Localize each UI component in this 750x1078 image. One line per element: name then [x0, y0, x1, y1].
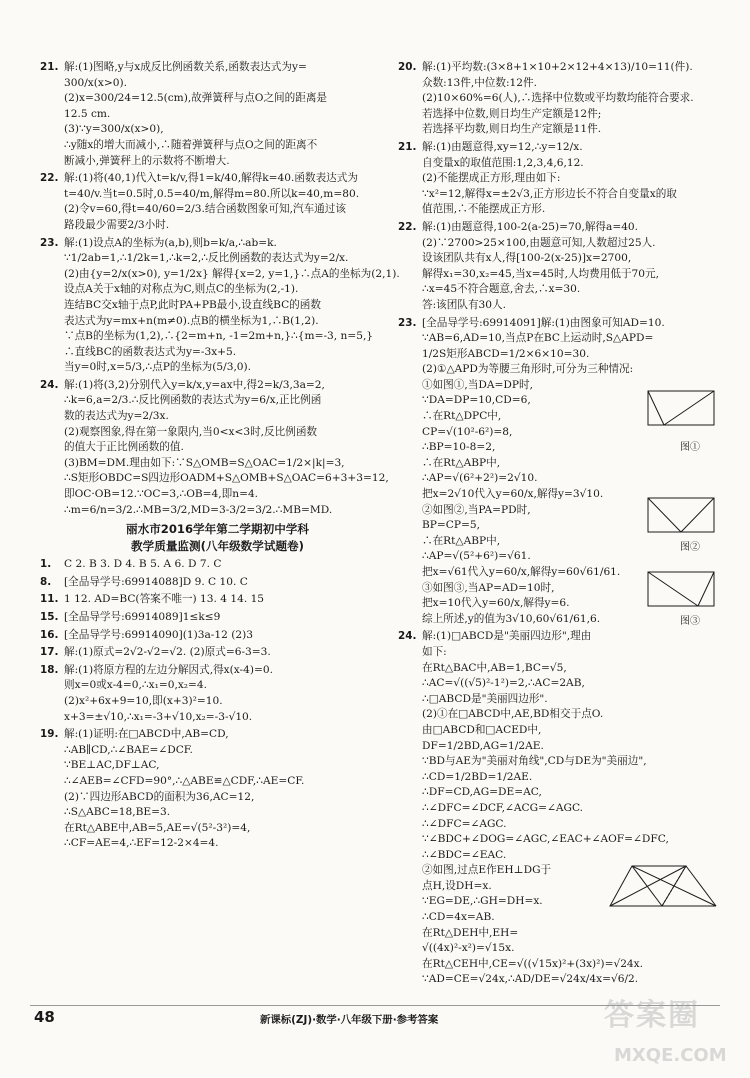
- watermark-logo: [600, 998, 740, 1074]
- solution-line: (2)①在□ABCD中,AE,BD相交于点O.: [422, 708, 604, 721]
- solution-line: ∴直线BC的函数表达式为y=-3x+5.: [64, 345, 237, 358]
- solution-line: CP=√(10²-6²)=8,: [422, 425, 513, 438]
- solution-line: (2)由{y=2/x(x>0), y=1/2x} 解得{x=2, y=1,}∴点A的坐标为(2,1).: [64, 267, 400, 280]
- question-number: 21.: [398, 140, 417, 153]
- solution-line: 解:(1)平均数:(3×8+1×10+2×12+4×13)/10=11(件).: [422, 61, 693, 73]
- q19-solution: [40, 727, 375, 852]
- solution-line: 表达式为y=mx+n(m≠0).点B的横坐标为1,∴B(1,2).: [64, 314, 319, 327]
- solution-line: ∵点B的坐标为(1,2),∴{2=m+n, -1=2m+n,}∴{m=-3, n=5,}: [64, 330, 374, 343]
- left-column: [40, 60, 400, 854]
- q21-solution: [40, 60, 375, 169]
- solution-line: ①如图①,当DA=DP时,: [422, 378, 533, 391]
- solution-line: ∴在Rt△ABP中,: [422, 534, 501, 547]
- solution-line: ②如图,过点E作EH⊥DG于: [422, 864, 552, 877]
- solution-line: ∴□ABCD是"美丽四边形".: [422, 692, 548, 705]
- solution-line: 把x=√61代入y=60/x,解得y=60√61/61.: [422, 566, 621, 578]
- figure-2-diagram: [640, 492, 720, 542]
- solution-line: ∵AB=6,AD=10,当点P在BC上运动时,S△APD=: [422, 332, 654, 345]
- question-number: 23.: [398, 316, 417, 329]
- solution-line: 数的表达式为y=2/3x.: [64, 410, 169, 423]
- solution-line: 设该团队共有x人,得[100-2(x-25)]x=2700,: [422, 252, 632, 265]
- q21-right-solution: [398, 140, 720, 218]
- solution-line: 在Rt△ABE中,AB=5,AE=√(5²-3²)=4,: [64, 821, 251, 834]
- solution-line: 在Rt△BAC中,AB=1,BC=√5,: [422, 661, 567, 674]
- solution-line: ∵∠BDC+∠DOG=∠AGC,∠EAC+∠AOF=∠DFC,: [422, 833, 669, 846]
- solution-line: ∵BE⊥AC,DF⊥AC,: [64, 759, 160, 772]
- solution-line: ∴∠AEB=∠CFD=90°,∴△ABE≌△CDF,∴AE=CF.: [64, 774, 305, 787]
- answer-row: [40, 628, 375, 644]
- question-number: 11.: [40, 593, 59, 606]
- solution-line: ∵AD=CE=√24x,∴AD/DE=√24x/4x=√6/2.: [422, 973, 639, 986]
- question-number: 22.: [40, 172, 59, 185]
- solution-line: (2)令v=60,得t=40/60=2/3.结合函数图象可知,汽车通过该: [64, 203, 346, 216]
- solution-line: 解:(1)将(3,2)分别代入y=k/x,y=ax中,得2=k/3,3a=2,: [64, 378, 325, 391]
- solution-line: ∵x²=12,解得x=±2√3,正方形边长不符合自变量x的取: [422, 187, 677, 200]
- solution-line: 在Rt△DEH中,EH=: [422, 926, 519, 939]
- watermark-text: 答案圈: [604, 998, 700, 1033]
- solution-line: BP=CP=5,: [422, 519, 481, 532]
- figure-1-caption: 图①: [680, 442, 700, 453]
- question-number: 17.: [40, 646, 59, 659]
- question-number: 24.: [40, 378, 59, 391]
- question-number: 8.: [40, 575, 52, 588]
- solution-line: 众数:13件,中位数:12件.: [422, 76, 537, 89]
- solution-line: (3)∵y=300/x(x>0),: [64, 123, 164, 136]
- solution-line: ∵DA=DP=10,CD=6,: [422, 394, 531, 407]
- answer-text: [全品导学号:69914089]1≤k≤9: [64, 611, 221, 623]
- solution-line: 解:(1)由题意得,xy=12,∴y=12/x.: [422, 140, 583, 153]
- solution-line: ∴x=45不符合题意,舍去,∴x=30.: [422, 283, 581, 296]
- question-number: 24.: [398, 630, 417, 643]
- solution-line: ∵1/2ab=1,∴1/2k=1,∴k=2,∴反比例函数的表达式为y=2/x.: [64, 252, 349, 265]
- question-number: 21.: [40, 61, 59, 73]
- question-number: 22.: [398, 220, 417, 233]
- q22-solution: [40, 171, 375, 233]
- solution-line: ∴y随x的增大而减小,∴随着弹簧秤与点O之间的距离不: [64, 138, 318, 151]
- answer-text: C 2. B 3. D 4. B 5. A 6. D 7. C: [64, 558, 222, 571]
- solution-line: ∴AC=√((√5)²-1²)=2,∴AC=2AB,: [422, 677, 585, 690]
- answer-row: [40, 645, 375, 661]
- figure-2-caption: 图②: [680, 542, 700, 553]
- solution-line: 综上所述,y的值为3√10,60√61/61,6.: [422, 612, 601, 625]
- solution-line: 点H,设DH=x.: [422, 879, 492, 892]
- solution-line: ∴∠DFC=∠AGC.: [422, 817, 507, 830]
- solution-line: (2)10×60%=6(人),∴选择中位数或平均数均能符合要求.: [422, 92, 694, 105]
- solution-line: √((4x)²-x²)=√15x.: [422, 942, 515, 955]
- solution-line: 即OC·OB=12.∵OC=3,∴OB=4,即n=4.: [64, 488, 259, 501]
- solution-line: ∴AP=√(6²+2²)=2√10.: [422, 472, 538, 485]
- solution-line: 自变量x的取值范围:1,2,3,4,6,12.: [422, 156, 584, 169]
- solution-line: 答:该团队有30人.: [422, 298, 506, 311]
- solution-line: 若选择平均数,则日均生产定额是11件.: [422, 123, 602, 136]
- figure-3-caption: 图③: [680, 616, 700, 627]
- solution-line: 1/2S矩形ABCD=1/2×6×10=30.: [422, 347, 590, 360]
- section-title-line: 丽水市2016学年第二学期初中学科: [126, 522, 309, 537]
- solution-line: 则x=0或x-4=0,∴x₁=0,x₂=4.: [64, 679, 208, 692]
- solution-line: 如下:: [422, 645, 447, 658]
- solution-line: 解:(1)设点A的坐标为(a,b),则b=k/a,∴ab=k.: [64, 236, 277, 249]
- solution-line: ③如图③,当AP=AD=10时,: [422, 581, 555, 594]
- solution-line: 解:(1)图略,y与x成反比例函数关系,函数表达式为y=: [64, 61, 307, 73]
- q22-right-solution: [398, 220, 720, 314]
- solution-line: 解:(1)将原方程的左边分解因式,得x(x-4)=0.: [64, 663, 273, 676]
- solution-line: ∵EG=DE,∴GH=DH=x.: [422, 895, 543, 908]
- solution-line: ∴∠DFC=∠DCF,∠ACG=∠AGC.: [422, 801, 584, 814]
- q24-solution: [40, 378, 389, 518]
- solution-line: (2)∵2700>25×100,由题意可知,人数超过25人.: [422, 236, 656, 249]
- figure-1-diagram: [640, 385, 720, 435]
- question-number: 18.: [40, 663, 59, 676]
- question-number: 19.: [40, 728, 59, 741]
- solution-line: 解得x₁=30,x₂=45,当x=45时,人均费用低于70元,: [422, 267, 659, 280]
- solution-line: (2)①△APD为等腰三角形时,可分为三种情况:: [422, 363, 634, 376]
- q23-solution: [40, 236, 400, 376]
- solution-line: 300/x(x>0).: [64, 76, 127, 89]
- question-number: 23.: [40, 236, 59, 249]
- answer-row: [40, 610, 375, 626]
- section-title: [60, 521, 375, 555]
- solution-line: ∵BD与AE为"美丽对角线",CD与DE为"美丽边",: [422, 755, 647, 768]
- figure-3-diagram: [640, 566, 720, 616]
- question-number: 20.: [398, 61, 417, 73]
- solution-line: ∴S矩形OBDC=S四边形OADM+S△OMB+S△OAC=6+3+3=12,: [64, 472, 389, 485]
- solution-line: t=40/v.当t=0.5时,0.5=40/m,解得m=80.所以k=40,m=80.: [64, 187, 360, 200]
- solution-line: ∴∠BDC=∠EAC.: [422, 848, 507, 861]
- solution-line: ∴m=6/n=3/2.∴MB=3/2,MD=3-3/2=3/2.∴MB=MD.: [64, 503, 333, 516]
- answer-row: [40, 575, 375, 591]
- question-number: 16.: [40, 628, 59, 641]
- solution-line: 当y=0时,x=5/3,∴点P的坐标为(5/3,0).: [64, 361, 252, 374]
- solution-line: 12.5 cm.: [64, 107, 111, 120]
- answer-text: [全品导学号:69914090](1)3a-12 (2)3: [64, 628, 253, 641]
- solution-line: 解:(1)证明:在□ABCD中,AB=CD,: [64, 728, 229, 741]
- solution-line: ∴在Rt△ABP中,: [422, 456, 501, 469]
- solution-line: [全品导学号:69914091]解:(1)由图象可知AD=10.: [422, 316, 665, 329]
- solution-line: DF=1/2BD,AG=1/2AE.: [422, 739, 544, 752]
- figure-q24-diagram: [606, 858, 720, 918]
- page-number: 48: [34, 1008, 55, 1026]
- solution-line: ∴BP=10-8=2,: [422, 441, 496, 454]
- solution-line: ∴在Rt△DPC中,: [422, 410, 502, 423]
- answer-row: [40, 557, 375, 573]
- solution-line: ∴S△ABC=18,BE=3.: [64, 806, 171, 819]
- watermark-url: MXQE.COM: [614, 1045, 727, 1066]
- solution-line: 把x=2√10代入y=60/x,解得y=3√10.: [422, 488, 604, 501]
- solution-line: (2)不能摆成正方形,理由如下:: [422, 172, 561, 185]
- q18-solution: [40, 663, 375, 725]
- answer-text: 1 12. AD=BC(答案不唯一) 13. 4 14. 15: [64, 593, 265, 606]
- solution-line: 把x=10代入y=60/x,解得y=6.: [422, 597, 570, 610]
- q24-right-solution: [398, 629, 720, 988]
- question-number: 15.: [40, 611, 59, 623]
- solution-line: 若选择中位数,则日均生产定额是12件;: [422, 107, 602, 120]
- footer-text: 新课标(ZJ)·数学·八年级下册·参考答案: [260, 1014, 439, 1026]
- solution-line: ∴DF=CD,AG=DE=AC,: [422, 786, 542, 799]
- answer-text: [全品导学号:69914088]D 9. C 10. C: [64, 575, 248, 588]
- solution-line: 在Rt△CEH中,CE=√((√15x)²+(3x)²)=√24x.: [422, 957, 644, 970]
- solution-line: ∴CF=AE=4,∴EF=12-2×4=4.: [64, 837, 219, 850]
- solution-line: x+3=±√10,∴x₁=-3+√10,x₂=-3-√10.: [64, 710, 253, 723]
- solution-line: ∴AB∥CD,∴∠BAE=∠DCF.: [64, 743, 193, 756]
- solution-line: 解:(1)由题意得,100-2(a-25)=70,解得a=40.: [422, 220, 639, 233]
- solution-line: ∴k=6,a=2/3.∴反比例函数的表达式为y=6/x,正比例函: [64, 394, 322, 407]
- solution-line: ②如图②,当PA=PD时,: [422, 503, 531, 516]
- answer-row: [40, 592, 375, 608]
- section-title-line: 教学质量监测(八年级数学试题卷): [131, 539, 304, 554]
- solution-line: ∴CD=1/2BD=1/2AE.: [422, 770, 533, 783]
- solution-line: 断减小,弹簧秤上的示数将不断增大.: [64, 154, 230, 167]
- solution-line: (2)x²+6x+9=10,即(x+3)²=10.: [64, 694, 223, 707]
- solution-line: (2)观察图象,得在第一象限内,当0<x<3时,反比例函数: [64, 425, 318, 438]
- solution-line: ∴CD=4x=AB.: [422, 911, 495, 924]
- solution-line: 的值大于正比例函数的值.: [64, 441, 184, 454]
- solution-line: (2)x=300/24=12.5(cm),故弹簧秤与点O之间的距离是: [64, 92, 328, 105]
- q20-solution: [398, 60, 720, 138]
- solution-line: 连结BC交x轴于点P,此时PA+PB最小,设直线BC的函数: [64, 298, 321, 311]
- solution-line: 值范围,∴不能摆成正方形.: [422, 203, 546, 216]
- solution-line: 由□ABCD和□ACED中,: [422, 723, 542, 736]
- solution-line: (3)BM=DM.理由如下:∵S△OMB=S△OAC=1/2×|k|=3,: [64, 456, 345, 469]
- question-number: 1.: [40, 558, 52, 571]
- solution-line: (2)∵四边形ABCD的面积为36,AC=12,: [64, 790, 255, 803]
- answer-text: 解:(1)原式=2√2-√2=√2. (2)原式=6-3=3.: [64, 646, 271, 659]
- solution-line: ∴AP=√(5²+6²)=√61.: [422, 550, 531, 563]
- solution-line: 解:(1)□ABCD是"美丽四边形",理由: [422, 630, 592, 643]
- solution-line: 解:(1)将(40,1)代入t=k/v,得1=k/40,解得k=40.函数表达式为: [64, 172, 358, 185]
- solution-line: 路段最少需要2/3小时.: [64, 218, 170, 231]
- solution-line: 设点A关于x轴的对称点为C,则点C的坐标为(2,-1).: [64, 283, 299, 296]
